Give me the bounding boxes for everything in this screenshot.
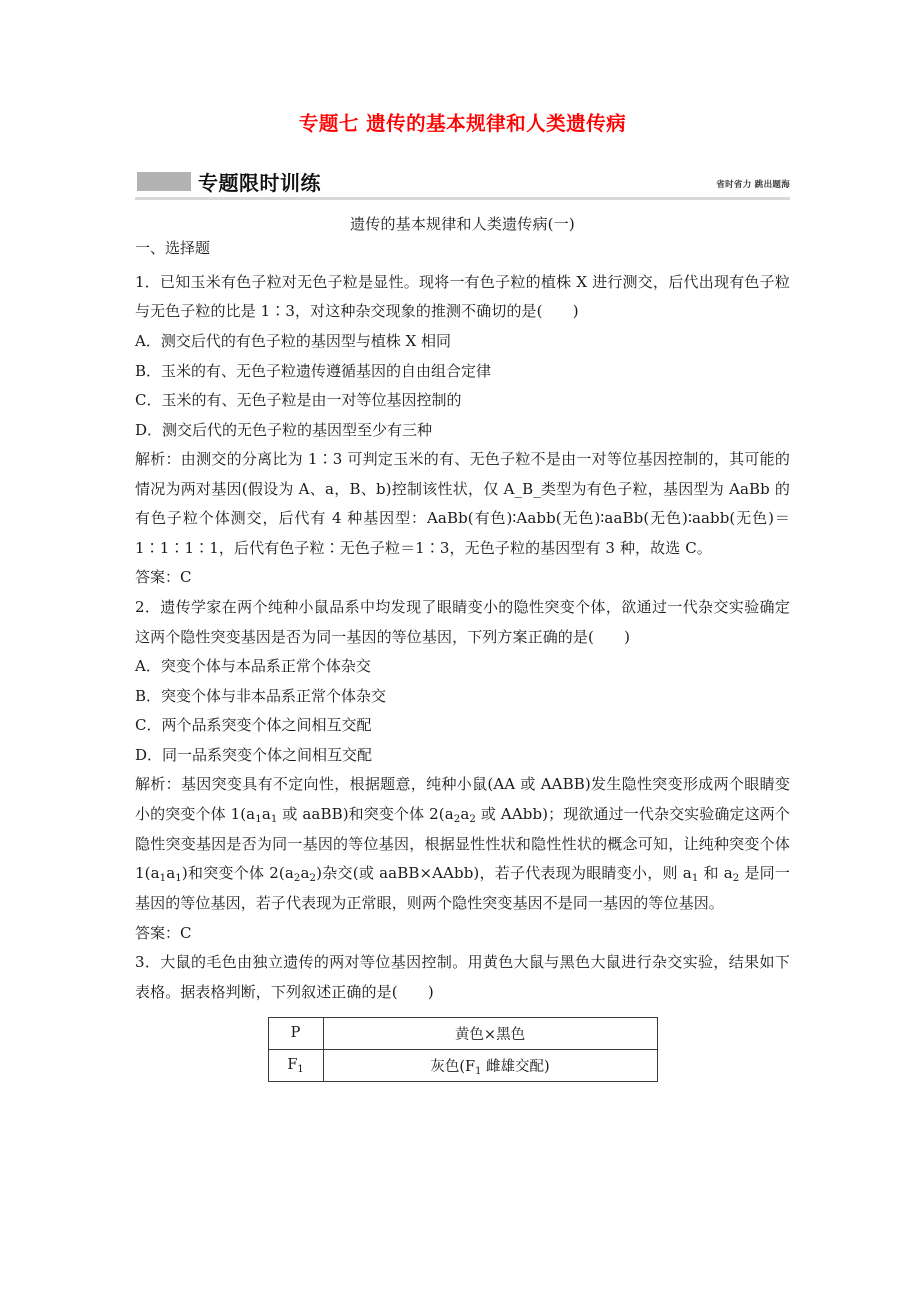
table-row: [268, 1050, 657, 1082]
question-answer: 答案：C: [135, 568, 192, 587]
table-row: [268, 1018, 657, 1050]
analysis-text-run: 或 aaBB)和突变个体 2(a: [277, 804, 454, 823]
question-option: D．测交后代的无色子粒的基因型至少有三种: [135, 420, 433, 439]
table-cell-label: [268, 1018, 323, 1050]
question-stem: 1．已知玉米有色子粒对无色子粒是显性。现将一有色子粒的植株 X 进行测交，后代出现有色子粒与无色子粒的比是 1∶3，对这种杂交现象的推测不确切的是( ): [135, 272, 790, 321]
table-label-text: P: [290, 1025, 301, 1042]
analysis-subscript: 1: [691, 873, 699, 885]
question-answer: 答案：C: [135, 923, 192, 942]
question-analysis: 解析：由测交的分离比为 1∶3 可判定玉米的有、无色子粒不是由一对等位基因控制的，其可能的情况为两对基因(假设为 A、a，B、b)控制该性状，仅 A_B_类型为有色子粒，基因型为 AaBb 的有色子粒个体测交，后代有 4 种基因型：AaBb(有色)∶Aabb(无色)∶aaBb(无色)∶aabb(无色)＝1∶1∶1∶1，后代有色子粒∶无色子粒＝1∶3，无色子粒的基因型有 3 种，故选 C。: [135, 450, 790, 557]
table-value-text: 灰色(F: [430, 1059, 476, 1076]
table-label-text: F: [287, 1057, 298, 1074]
analysis-text-run: a: [460, 804, 470, 823]
table-label-subscript: 1: [297, 1063, 304, 1075]
question-option: A．测交后代的有色子粒的基因型与植株 X 相同: [135, 332, 452, 351]
table-value-text: 黄色×黑色: [454, 1027, 526, 1044]
question-stem: 2．遗传学家在两个纯种小鼠品系中均发现了眼睛变小的隐性突变个体，欲通过一代杂交实验确定这两个隐性突变基因是否为同一基因的等位基因，下列方案正确的是( ): [135, 597, 790, 646]
analysis-subscript: 1: [175, 873, 182, 885]
analysis-subscript: 1: [255, 813, 262, 825]
question-option: B．玉米的有、无色子粒遗传遵循基因的自由组合定律: [135, 361, 492, 380]
table-cell-value: [323, 1050, 657, 1082]
table-value-subscript: 1: [475, 1065, 482, 1077]
question-stem: 3．大鼠的毛色由独立遗传的两对等位基因控制。用黄色大鼠与黑色大鼠进行杂交实验，结果如下表格。据表格判断，下列叙述正确的是( ): [135, 953, 790, 1001]
analysis-subscript: 1: [159, 873, 167, 885]
question-option: A．突变个体与本品系正常个体杂交: [135, 657, 371, 676]
analysis-subscript: 2: [453, 813, 461, 825]
table-value-text: 雌雄交配): [481, 1059, 550, 1076]
analysis-text-run: 是同一基因的等位基因，若子代表现为正常眼，则两个隐性突变基因不是同一基因的等位基因。: [135, 864, 790, 913]
question-option: B．突变个体与非本品系正常个体杂交: [135, 686, 387, 705]
section-header-band: [135, 167, 790, 199]
analysis-text-run: a: [300, 864, 310, 883]
section-divider: [135, 197, 790, 200]
section-decoration-box: [137, 172, 191, 191]
analysis-subscript: 2: [469, 813, 477, 825]
analysis-subscript: 2: [309, 873, 317, 885]
analysis-text-run: 或 AAbb)；现欲通过一代杂交实验确定这两个隐性突变基因是否为同一基因的等位基因，根据显性性状和隐性性状的概念可知，让纯种突变个体 1(a: [135, 804, 790, 883]
cross-experiment-table: [268, 1017, 658, 1082]
analysis-subscript: 1: [270, 813, 278, 825]
part-heading: 一、选择题: [135, 239, 211, 258]
section-tagline: 省时省力 跳出题海: [716, 180, 790, 191]
page-content: [135, 0, 790, 1082]
table-cell-value: [323, 1018, 657, 1050]
question-option: C．两个品系突变个体之间相互交配: [135, 716, 372, 735]
cross-experiment-table-wrapper: [135, 1017, 790, 1082]
analysis-subscript: 2: [732, 873, 740, 885]
analysis-text-run: )和突变个体 2(a: [181, 864, 294, 883]
analysis-text-run: )杂交(或 aaBB×AAbb)，若子代表现为眼睛变小，则 a: [316, 864, 692, 883]
question-analysis: [135, 770, 790, 919]
section-title: 专题限时训练: [198, 171, 321, 196]
question-option: D．同一品系突变个体之间相互交配: [135, 745, 373, 764]
question-option: C．玉米的有、无色子粒是由一对等位基因控制的: [135, 391, 462, 410]
analysis-text-run: 解析：基因突变具有不定向性，根据题意，纯种小鼠(AA 或 AABB)发生隐性突变形成两个眼睛变小的突变个体 1(a: [135, 775, 790, 823]
chapter-title: 专题七 遗传的基本规律和人类遗传病: [298, 112, 627, 135]
analysis-subscript: 2: [293, 873, 301, 885]
analysis-text-run: 和 a: [698, 864, 733, 883]
sub-title: 遗传的基本规律和人类遗传病(一): [350, 215, 575, 234]
table-cell-label: [268, 1050, 323, 1082]
analysis-text-run: a: [166, 864, 176, 883]
analysis-text-run: a: [261, 804, 271, 823]
